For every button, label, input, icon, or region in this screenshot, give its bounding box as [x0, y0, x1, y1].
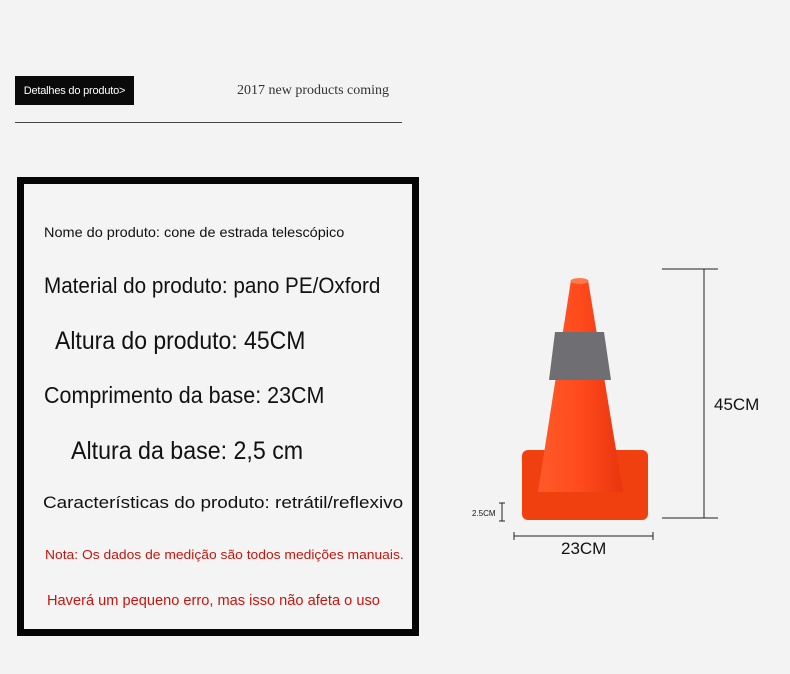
- cone-diagram: [460, 250, 780, 570]
- height-label: 45CM: [714, 395, 760, 414]
- spec-features: Características do produto: retrátil/reflexivo: [43, 493, 404, 512]
- spec-base-length: Comprimento da base: 23CM: [44, 382, 325, 408]
- width-label: 23CM: [561, 539, 607, 558]
- cone-body: [538, 280, 623, 492]
- base-height-dimension: [499, 503, 505, 521]
- header-divider: [15, 122, 402, 123]
- note-error: Haverá um pequeno erro, mas isso não afeta o uso: [47, 592, 380, 609]
- spec-base-height: Altura da base: 2,5 cm: [71, 437, 304, 465]
- height-dimension: [662, 269, 718, 518]
- traffic-cone-icon: [522, 278, 648, 520]
- tagline: 2017 new products coming: [237, 83, 390, 98]
- spec-box: [17, 177, 419, 636]
- cone-tip: [571, 278, 589, 284]
- note-measurement: Nota: Os dados de medição são todos medições manuais.: [45, 547, 404, 562]
- spec-material: Material do produto: pano PE/Oxford: [44, 273, 381, 298]
- base-height-label: 2.5CM: [472, 509, 496, 518]
- spec-product-name: Nome do produto: cone de estrada telescópico: [44, 224, 345, 240]
- product-details-badge: Detalhes do produto>: [15, 76, 134, 105]
- spec-height: Altura do produto: 45CM: [55, 327, 306, 355]
- reflective-band: [549, 332, 611, 380]
